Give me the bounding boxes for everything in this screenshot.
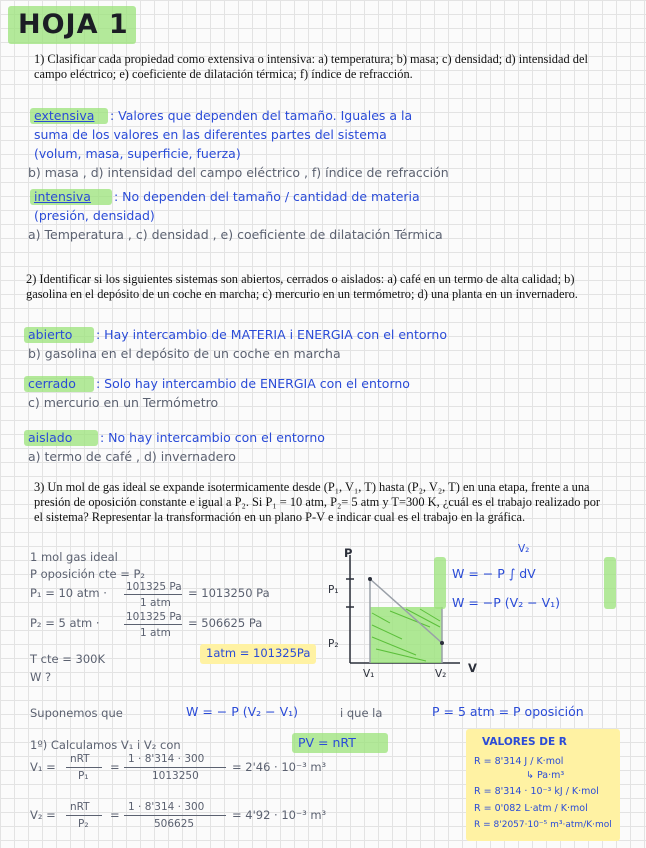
cerrado-label: cerrado [28, 376, 76, 391]
v1-frac-den: P₁ [78, 770, 89, 782]
v1-result: = 2'46 · 10⁻³ m³ [232, 760, 327, 774]
graph-v1-label: V₁ [363, 668, 375, 680]
atm-box-text: 1atm = 101325Pa [206, 646, 311, 660]
question-1: 1) Clasificar cada propiedad como extensiva o intensiva: a) temperatura; b) masa; c) densidad; d) intensidad del campo eléctrico; e) coeficiente de dilatación térmica; f) índice de refracción. [34, 52, 588, 81]
r-value-2: R = 8'314 · 10⁻³ kJ / K·mol [474, 786, 599, 797]
aislado-answer: a) termo de café , d) invernadero [28, 449, 236, 464]
int-line-1: : No dependen del tamaño / cantidad de materia [114, 189, 420, 204]
cerrado-text: : Solo hay intercambio de ENERGIA con el entorno [96, 376, 410, 391]
v2-frac-bar [66, 815, 102, 816]
calc-intro: 1º) Calculamos V₁ i V₂ con [30, 738, 181, 752]
graph-v2-label: V₂ [435, 668, 447, 680]
int-label: intensiva [34, 189, 91, 204]
ext-line-1: : Valores que dependen del tamaño. Iguales a la [110, 108, 413, 123]
v1-mid-num: 1 · 8'314 · 300 [128, 753, 205, 765]
abierto-text: : Hay intercambio de MATERIA i ENERGIA con el entorno [96, 327, 447, 342]
page-title: HOJA 1 [18, 9, 129, 40]
r-values-title: VALORES DE R [482, 736, 567, 748]
data-line-3-den: 1 atm [140, 597, 171, 609]
data-line-1: 1 mol gas ideal [30, 550, 118, 564]
work-formula-1: W = − P ∫ dV [452, 566, 536, 581]
state-2-point [440, 641, 444, 645]
data-line-4-num: 101325 Pa [126, 611, 182, 623]
data-line-3-bar [124, 594, 182, 595]
formula-left-highlight [434, 557, 446, 609]
data-line-3-res: = 1013250 Pa [188, 586, 270, 600]
data-line-3: P₁ = 10 atm · [30, 586, 107, 600]
v2-frac-num: nRT [70, 801, 90, 813]
v2-result: = 4'92 · 10⁻³ m³ [232, 808, 327, 822]
ext-answer: b) masa , d) intensidad del campo eléctrico , f) índice de refracción [28, 165, 449, 180]
v1-mid-den: 1013250 [152, 770, 199, 782]
ext-line-3: (volum, masa, superficie, fuerza) [34, 146, 241, 161]
ext-label: extensiva [34, 108, 95, 123]
data-line-6: W ? [30, 670, 52, 684]
suppose-3: i que la [340, 706, 383, 720]
formula-right-highlight [604, 557, 616, 609]
state-1-point [368, 577, 372, 581]
integral-limit: V₂ [518, 543, 530, 555]
v2-mid-num: 1 · 8'314 · 300 [128, 801, 205, 813]
aislado-label: aislado [28, 430, 73, 445]
v2-eq: = [110, 808, 120, 822]
data-line-3-num: 101325 Pa [126, 581, 182, 593]
graph-v-label: V [468, 661, 477, 675]
graph-p-label: P [344, 546, 353, 560]
data-line-4-bar [124, 624, 182, 625]
suppose-4: P = 5 atm = P oposición [432, 704, 584, 719]
work-formula-2: W = −P (V₂ − V₁) [452, 595, 561, 610]
v1-eq: = [110, 760, 120, 774]
question-2: 2) Identificar si los siguientes sistemas son abiertos, cerrados o aislados: a) café en un termo de alta calidad; b) gasolina en el depósito de un coche en marcha; c) mercurio en un termómetro; d) una planta en un invernadero. [26, 272, 578, 301]
v2-lhs: V₂ = [30, 808, 56, 822]
int-answer: a) Temperatura , c) densidad , e) coeficiente de dilatación Térmica [28, 227, 443, 242]
question-3: 3) Un mol de gas ideal se expande isotermicamente desde (P₁, V₁, T) hasta (P₂, V₂, T) en una etapa, frente a una presión de oposición constante e igual a P₂. Si P₁ = 10 atm, P₂= 5 atm y T=300 K, ¿cuál es el trabajo realizado por el sistema? Representar la transformación en un plano P-V e indicar cual es el trabajo en la gráfica. [34, 480, 601, 524]
v2-mid-den: 506625 [154, 818, 195, 830]
suppose-1: Suponemos que [30, 706, 123, 720]
ext-line-2: suma de los valores en las diferentes partes del sistema [34, 127, 387, 142]
data-line-2: P oposición cte = P₂ [30, 567, 146, 581]
v1-frac-bar [66, 767, 102, 768]
data-line-4-den: 1 atm [140, 627, 171, 639]
aislado-text: : No hay intercambio con el entorno [100, 430, 325, 445]
data-line-4: P₂ = 5 atm · [30, 616, 100, 630]
v2-frac-den: P₂ [78, 818, 89, 830]
data-line-4-res: = 506625 Pa [188, 616, 263, 630]
r-value-1: R = 8'314 J / K·mol [474, 756, 564, 767]
graph-p2-label: P₂ [328, 638, 339, 650]
suppose-2: W = − P (V₂ − V₁) [186, 704, 299, 719]
data-line-5: T cte = 300K [30, 652, 106, 666]
abierto-label: abierto [28, 327, 73, 342]
v1-lhs: V₁ = [30, 760, 56, 774]
cerrado-answer: c) mercurio en un Termómetro [28, 395, 219, 410]
int-line-2: (presión, densidad) [34, 208, 155, 223]
r-value-1-unit: ↳ Pa·m³ [526, 770, 565, 781]
pv-box-text: PV = nRT [298, 735, 356, 750]
v1-frac-num: nRT [70, 753, 90, 765]
graph-p1-label: P₁ [328, 584, 339, 596]
r-value-4: R = 8'2057·10⁻⁵ m³·atm/K·mol [474, 820, 612, 830]
v2-mid-bar [124, 815, 226, 816]
v1-mid-bar [124, 767, 226, 768]
abierto-answer: b) gasolina en el depósito de un coche en marcha [28, 346, 341, 361]
r-value-3: R = 0'082 L·atm / K·mol [474, 803, 588, 814]
